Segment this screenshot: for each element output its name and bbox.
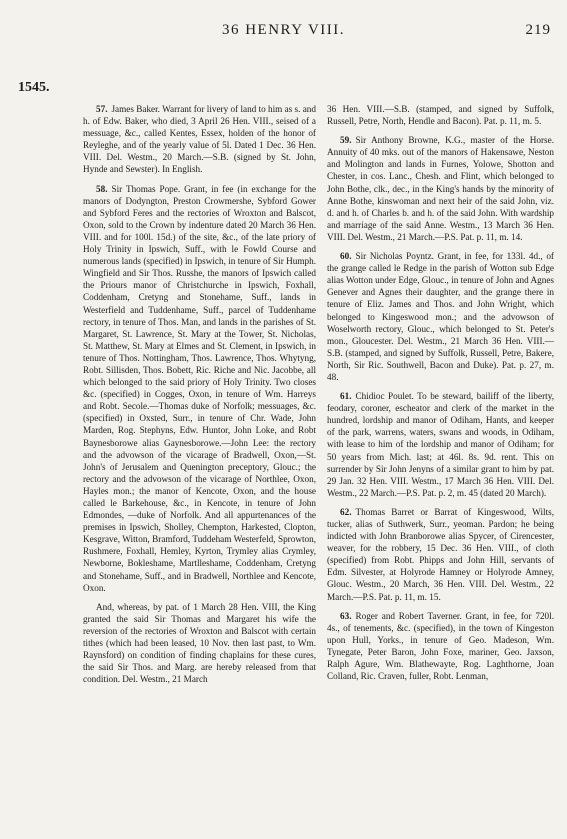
running-head-title: 36 HENRY VIII. (221, 22, 346, 38)
entry-text: Sir Nicholas Poyntz. Grant, in fee, for 133l. 4d., of the grange called le Redge in the parish of Wotton sub Edge alias Wotton under Edge, Glouc., in tenure of John and Agnes Genever and Agnes their daughter, and the grange there in tenure of Eliz. James and Thos. and John Wright, which belonged to Kingeswood mon.; and the advowson of Woselworth rectory, Glouc., which belonged to St. Peter's mon., Gloucester. Del. Westm., 21 March 36 Hen. VIII.—S.B. (stamped, and signed by Suffolk, Russell, Petre, Bakere, North, Sir Ric. Southwell, Bacon and Duke). Pat. p. 27, m. 48. (327, 251, 554, 382)
calendar-entry (83, 183, 316, 594)
entry-number: 63. (340, 610, 352, 621)
entry-number: 58. (96, 183, 108, 194)
left-column (83, 103, 316, 692)
page-number: 219 (525, 22, 551, 38)
calendar-entry (83, 103, 316, 176)
calendar-entry (327, 250, 554, 383)
year-marker: 1545. (18, 80, 50, 95)
entry-text: Sir Thomas Pope. Grant, in fee (in exchange for the manors of Dodyngton, Preston Crowmershe, Sybford Gower and Sybford Feres and the rectories of Wroxton and Balscot, Oxon, sold to the Crown by indenture dated 20 March 36 Hen. VIII. and for 100l. 15d.) of the site, &c., of the late priory of Holy Trinity in Ipswich, Suff., with le Fowld Course and numerous lands (specified) in Ipswich, in tenure of Sir Humph. Wingfield and Sir Thos. Russhe, the manors of Ipswich called the Priours manor of Christchurche in Ipswich, Foxhall, Coddenham, Cretyng and Stonehame, Suff., lands in Westerfield and Tuddenhame, Suff., parcel of Tuddenhame rectory, in tenure of Thos. Man, and lands in the parishes of St. Margaret, St. Lawrence, St. Mary at the Tower, St. Nicholas, St. Matthew, St. Mary at Elmes and St. Clement, in Ipswich, in tenure of Thos. Nottingham, Thos. Lawrence, Thos. Whytyng, Robt. Sillisden, Thos. Bobett, Ric. Riche and Nic. Jacobbe, all which belonged to the said priory of Holy Trinity. Two closes &c. (specified) in Cogges, Oxon, in tenure of Wm. Harreys and Robt. Secole.—Thomas duke of Norfolk; messuages, &c. (specified) in Oxsted, Surr., in tenure of Chr. Wade, John Marden, Rog. Stephyns, Edw. Huntor, John Loke, and Robt Baynesborowe alias Gaynesborowe.—John Lee: the rectory and the advowson of the vicarage of Bradwell, Oxon,—St. John's of Jerusalem and Quenington preceptory, Glouc.; the rectory and the advowson of the vicarage of Northlee, Oxon, Hayles mon.; the manor of Kencote, Oxon, and the house called le Barkehouse, &c., in Kencote, in tenure of John Edmondes, —duke of Norfolk. And all appurtenances of the premises in Ipswich, Sholley, Chempton, Harkested, Clopton, Kesgrave, Witton, Bramford, Tuddeham Westerfeld, Sprowton, Rushmere, Foxhall, Hemley, Kyrton, Trymley alias Crymley, Newborne, Bokleshame, Martlleshame, Coddenham, Cretyng and Stonehame, Suff., and in Bradwell, Northlee and Kencote, Oxon. (83, 183, 316, 593)
right-column (327, 103, 554, 689)
entry-text: Roger and Robert Taverner. Grant, in fee, for 720l. 4s., of tenements, &c. (specified), in the town of Kingeston upon Hull, Yorks., in tenure of Geo. Madeson, Wm. Tynegate, Peter Baron, John Foxe, mariner, Geo. Jaxson, Ralph Agure, Wm. Blathewayte, Rog. Laghthorne, Joan Colland, Ric. Craven, fuller, Robt. Lenman, (327, 610, 554, 682)
entry-text: Thomas Barret or Barrat of Kingeswood, Wilts, tucker, alias of Suthwerk, Surr., yeoman. Pardon; he being indicted with John Branborowe alias Spycer, of Cirencester, weaver, for the robbery, 15 Dec. 36 Hen. VIII., of cloth (specified) from Robt. Phipps and John Hill, servants of Edm. Silvester, at Holyrode Hamney or Holyrode Amney, Glouc. Westm., 20 March, 36 Hen. VIII. Del. Westm., 22 March.—P.S. Pat. p. 11, m. 15. (327, 506, 554, 602)
entry-number: 60. (340, 251, 352, 262)
calendar-entry (327, 506, 554, 603)
entry-text: 36 Hen. VIII.—S.B. (stamped, and signed by Suffolk, Russell, Petre, North, Hendle and Bacon). Pat. p. 11, m. 5. (327, 104, 554, 127)
entry-text: And, whereas, by pat. of 1 March 28 Hen. VIII, the King granted the said Sir Thomas and Margaret his wife the reversion of the rectories of Wroxton and Balscot with certain tithes (which had been leased, 10 Nov. then last past, to Wm. Raynsford) on condition of finding chaplains for these cures, the said Sir Thos. and Marg. are hereby released from that condition. Del. Westm., 21 March (83, 601, 316, 685)
entry-text: Chidioc Poulet. To be steward, bailiff of the liberty, feodary, coroner, escheator and clerk of the market in the hundred, lordship and manor of Odiham, Hants, and keeper of the park, warrens, waters, swans and woods, in Odiham, with lease to him of the lordship and manor of Odiham; for 50 years from Mich. last; at 46l. 8s. 9d. rent. This on surrender by Sir John Jenyns of a similar grant to him by pat. 29 Jan. 32 Hen. VIII. Westm., 17 March 36 Hen. VIII. Del. Westm., 22 March.—P.S. Pat. p. 2, m. 45 (dated 20 March). (327, 391, 554, 498)
calendar-entry (83, 601, 316, 686)
entry-number: 61. (340, 391, 352, 402)
running-head (0, 22, 567, 42)
entry-text: James Baker. Warrant for livery of land to him as s. and h. of Edw. Baker, who died, 3 April 26 Hen. VIII., seised of a messuage, &c., called Kentes, Essex, holden of the honor of Reyleghe, and of the yearly value of 5l. Dated 1 Dec. 36 Hen. VIII. Del. Westm., 20 March.—S.B. (signed by St. John, Hynde and Sewster). In English. (83, 104, 316, 175)
entry-number: 62. (340, 506, 352, 517)
entry-text: Sir Anthony Browne, K.G., master of the Horse. Annuity of 40 mks. out of the manors of Hakensawe, Neston and Molington and lands in Furnes, Yolowe, Shotton and Chester, in cos. Lanc., Chesh. and Flint, which belonged to John Bothe, clk., dec., in the King's hands by the minority of Anne Bothe, kinswoman and next heir of the said John, viz. d. and h. of Charles b. and h. of the said John. With wardship and marriage of the said Anne. Westm., 13 March 36 Hen. VIII. Del. Westm., 21 March.—P.S. Pat. p. 11, m. 14. (327, 135, 554, 242)
calendar-entry (327, 134, 554, 243)
entry-number: 57. (96, 104, 108, 114)
calendar-entry-continuation (327, 103, 554, 127)
entry-number: 59. (340, 135, 352, 146)
calendar-entry (327, 390, 554, 499)
calendar-entry (327, 610, 554, 683)
